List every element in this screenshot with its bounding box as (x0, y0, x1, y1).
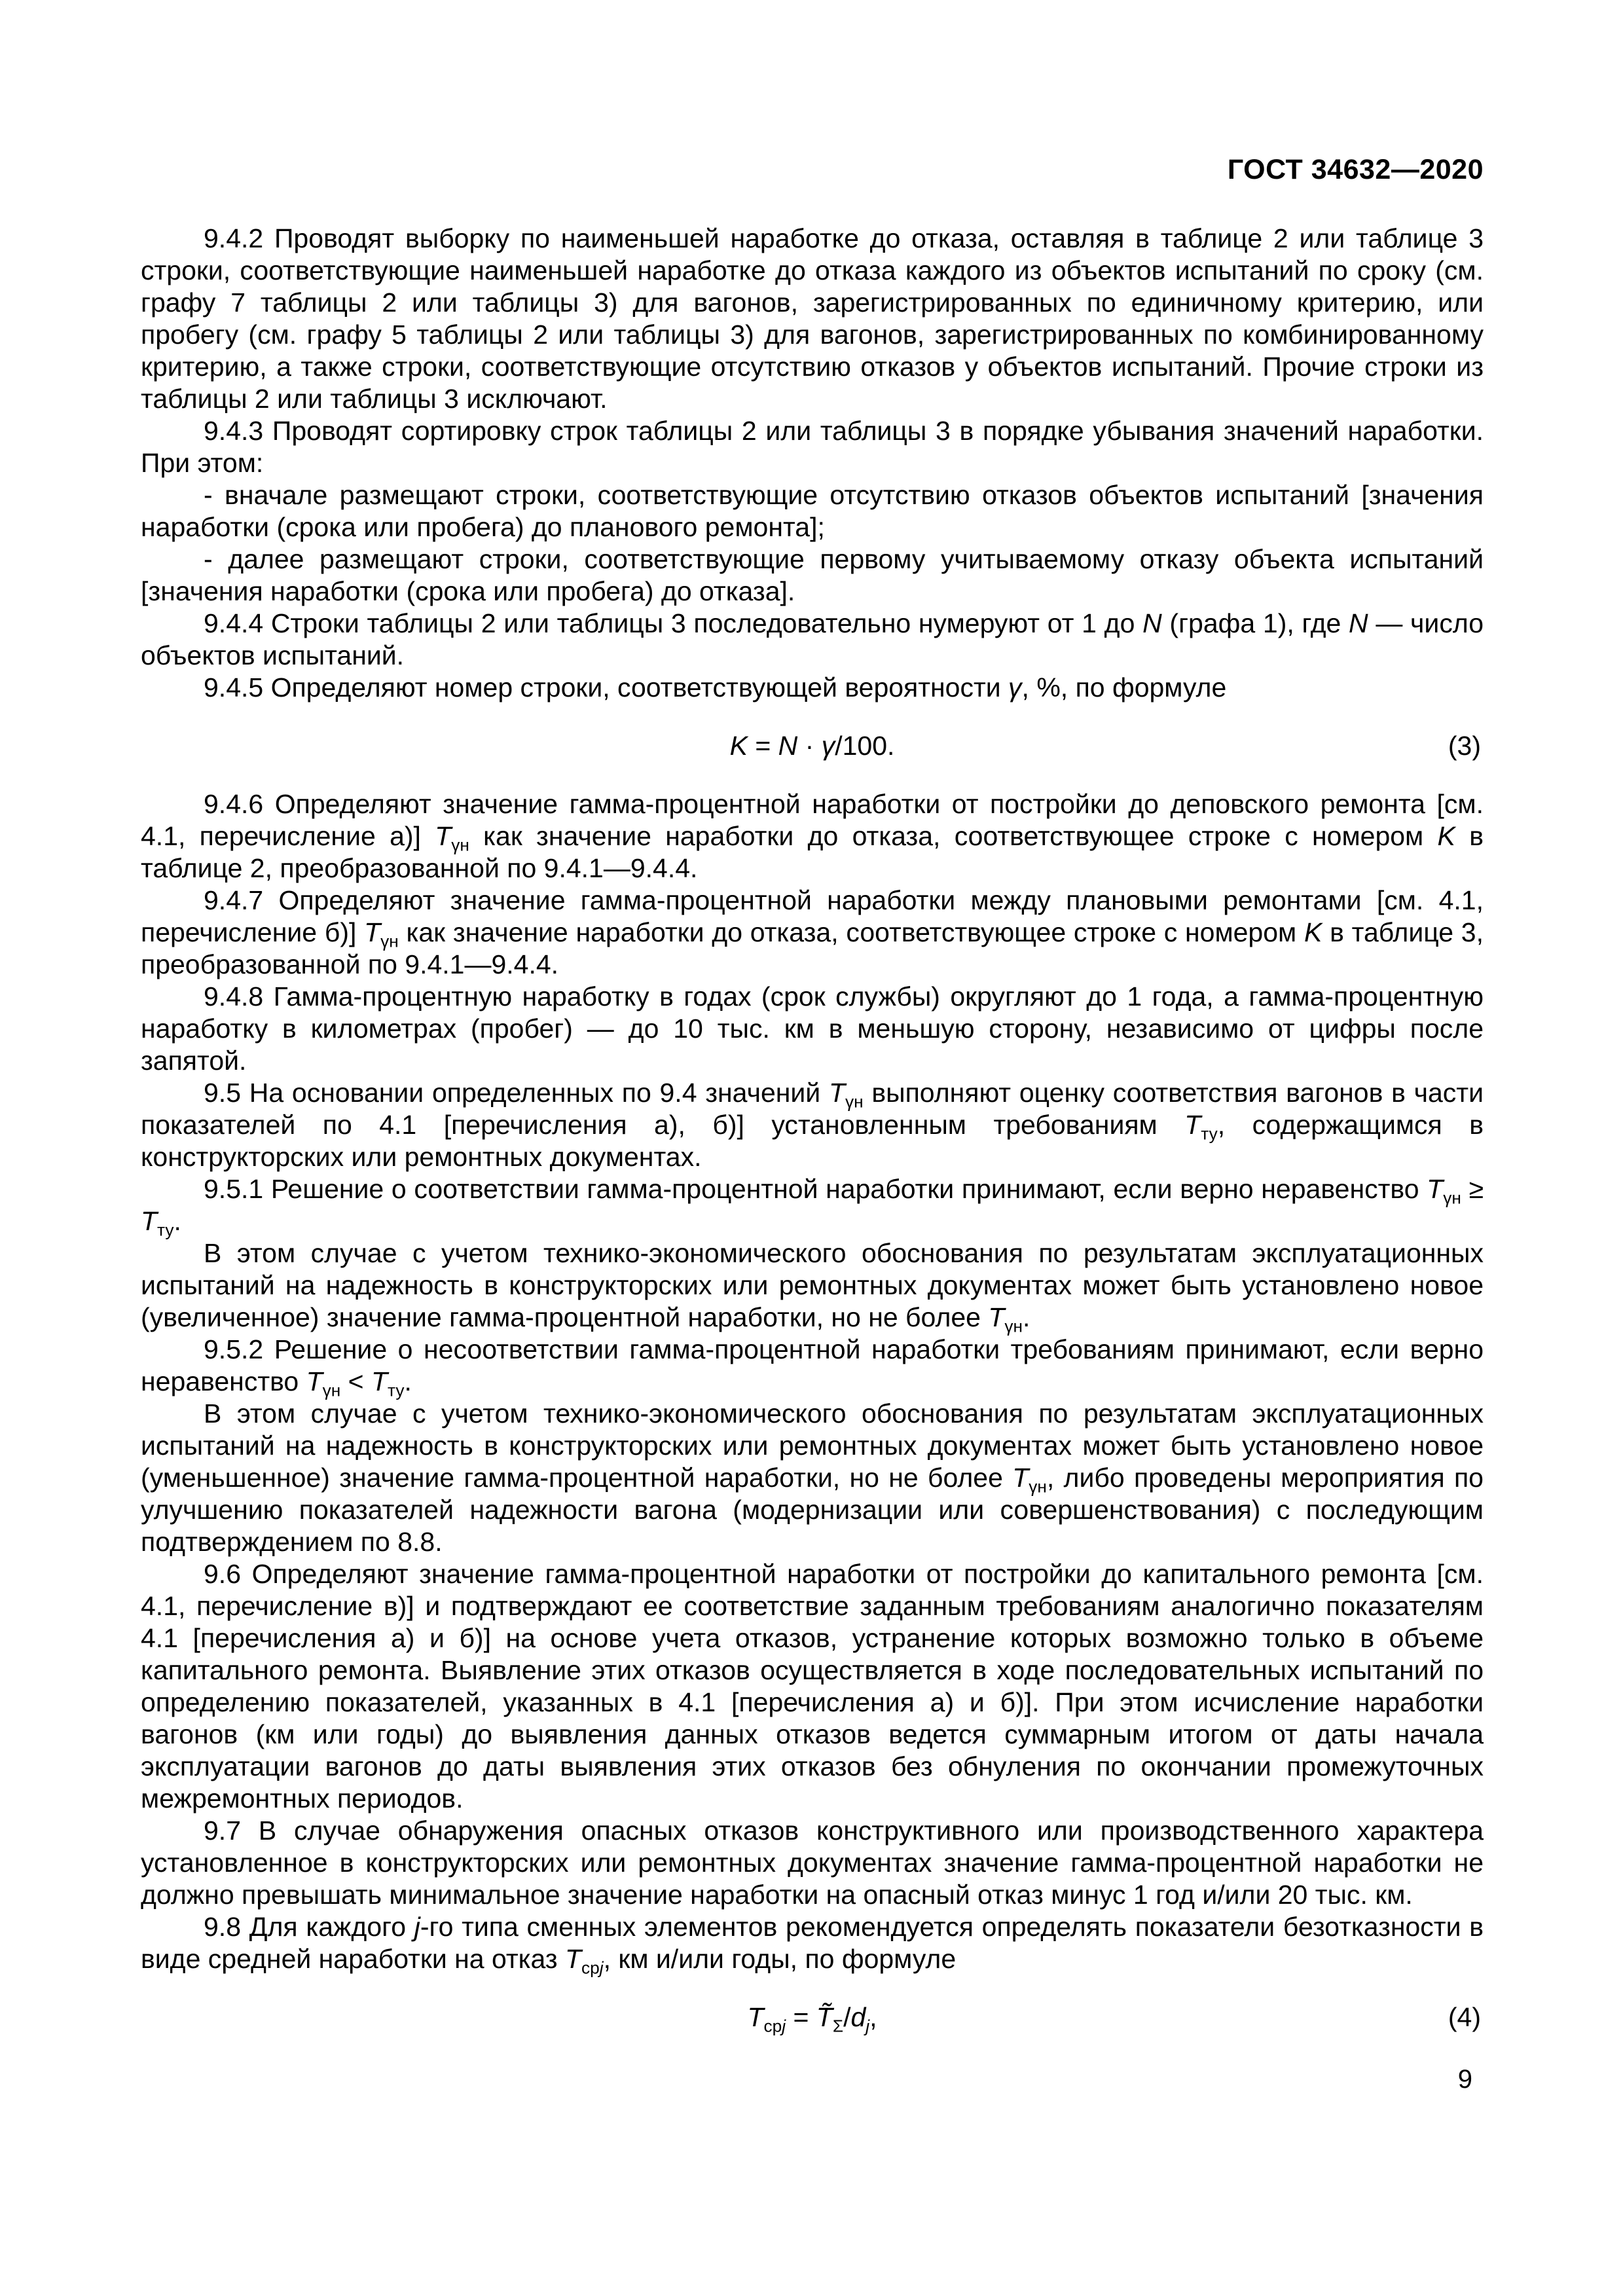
text-run: . (1023, 1302, 1030, 1332)
paragraph (141, 1077, 1484, 1173)
text-run: В этом случае с учетом технико-экономического обоснования по результатам эксплуатационных испытаний на надежность в конструкторских или ремонтных документах может быть установлено новое (уменьшенное) значение гамма-процентной наработки, но не более (141, 1398, 1484, 1493)
text-run: , %, по формуле (1021, 672, 1227, 702)
text-run: выполняют оценку соответствия вагонов в части показателей по 4.1 [перечисления а), б)] установленным требованиям (141, 1078, 1484, 1140)
page-footer (1458, 2064, 1472, 2096)
text-run: 9.4.8 Гамма-процентную наработку в годах (срок службы) округляют до 1 года, а гамма-процентную наработку в километрах (пробег) — до 10 тыс. км в меньшую сторону, независимо от цифры после запятой. (141, 981, 1484, 1076)
paragraph (141, 543, 1484, 608)
text-run: T (141, 1206, 158, 1236)
text-run: 9.5.2 Решение о несоответствии гамма-процентной наработки требованиям принимают, если верно неравенство (141, 1334, 1484, 1396)
text-run: 9.4.2 Проводят выборку по наименьшей наработке до отказа, оставляя в таблице 2 или таблице 3 строки, соответствующие наименьшей наработке до отказа каждого из объектов испытаний по сроку (см. графу 7 таблицы 2 или таблицы 3) для вагонов, зарегистрированных по единичному критерию, или пробегу (см. графу 5 таблицы 2 или таблицы 3) для вагонов, зарегистрированных по комбинированному критерию, а также строки, соответствующие отсутствию отказов у объектов испытаний. Прочие строки из таблицы 2 или таблицы 3 исключают. (141, 223, 1484, 414)
text-run: 9.4.6 Определяют значение гамма-процентной наработки от постройки до деповского ремонта [см. 4.1, перечисление а)] (141, 789, 1484, 851)
text-run: K (729, 731, 748, 761)
text-run: j (414, 1912, 420, 1942)
text-run: - вначале размещают строки, соответствующие отсутствию отказов объектов испытаний [значения наработки (срока или пробега) до планового ремонта]; (141, 480, 1484, 542)
text-run: T (828, 1078, 845, 1108)
paragraph (141, 981, 1484, 1077)
subscript-text: γн (845, 1091, 864, 1112)
text-run: , содержащимся в конструкторских или ремонтных документах. (141, 1110, 1484, 1172)
paragraph (141, 1911, 1484, 1978)
text-run: · (797, 731, 822, 761)
text-run: K (1437, 821, 1455, 851)
subscript-text: γн (451, 835, 469, 855)
paragraph (141, 672, 1484, 704)
text-run: (графа 1), где (1161, 608, 1349, 638)
text-run: K (1304, 917, 1322, 947)
text-run: 9.8 Для каждого (204, 1912, 414, 1942)
text-run: 9.7 В случае обнаружения опасных отказов конструктивного или производственного характера установленное в конструкторских или ремонтных документах значение гамма-процентной наработки не должно превышать минимальное значение наработки на опасный отказ минус 1 год и/или 20 тыс. км. (141, 1815, 1484, 1910)
paragraph (141, 884, 1484, 981)
subscript-text: ту (157, 1220, 174, 1240)
subscript-text: j (866, 2016, 870, 2036)
text-run: , либо проведены мероприятия по улучшению показателей надежности вагона (модернизации или совершенствования) с последующим подтверждением по 8.8. (141, 1463, 1484, 1557)
text-run: T (1184, 1110, 1201, 1140)
paragraph (141, 415, 1484, 479)
text-run: T (1012, 1463, 1029, 1493)
text-run: N (1349, 608, 1368, 638)
text-run: T (988, 1302, 1005, 1332)
text-run: d (850, 2002, 866, 2032)
paragraph (141, 788, 1484, 884)
text-run: в таблице 2, преобразованной по 9.4.1—9.4.4. (141, 821, 1484, 883)
text-run: как значение наработки до отказа, соответствующее строке с номером (469, 821, 1438, 851)
text-run: / (843, 2002, 851, 2032)
text-run: T (747, 2002, 764, 2032)
subscript-text: ср (763, 2016, 782, 2036)
text-run: в таблице 3, преобразованной по 9.4.1—9.4.4. (141, 917, 1484, 979)
text-run: В этом случае с учетом технико-экономического обоснования по результатам эксплуатационных испытаний на надежность в конструкторских или ремонтных документах может быть установлено новое (увеличенное) значение гамма-процентной наработки, но не более (141, 1238, 1484, 1332)
standard-number: ГОСТ 34632—2020 (1227, 154, 1484, 185)
text-run: T̃ (816, 2002, 833, 2032)
text-run: /100. (835, 731, 895, 761)
text-run: 9.4.7 Определяют значение гамма-процентной наработки между плановыми ремонтами [см. 4.1, перечисление б)] (141, 885, 1484, 947)
text-run: N (1142, 608, 1162, 638)
formula-expression (730, 731, 895, 761)
text-run: 9.4.4 Строки таблицы 2 или таблицы 3 последовательно нумеруют от 1 до (204, 608, 1143, 638)
text-run: , (869, 2002, 877, 2032)
paragraph (141, 1237, 1484, 1334)
formula-number: (3) (1448, 731, 1481, 761)
text-run: 9.4.3 Проводят сортировку строк таблицы 2 или таблицы 3 в порядке убывания значений наработки. При этом: (141, 416, 1484, 478)
text-run: T (364, 917, 381, 947)
subscript-text: γн (1029, 1476, 1047, 1497)
formula-number: (4) (1448, 2002, 1481, 2032)
text-run: 9.5.1 Решение о соответствии гамма-процентной наработки принимают, если верно неравенство (204, 1174, 1427, 1204)
text-run: -го типа сменных элементов рекомендуется определять показатели безотказности в виде средней наработки на отказ (141, 1912, 1484, 1974)
page-number: 9 (1457, 2065, 1472, 2094)
subscript-text: Σ (832, 2016, 844, 2036)
text-run: N (778, 731, 798, 761)
formula-row (141, 730, 1484, 762)
paragraph (141, 1173, 1484, 1240)
subscript-text: γн (1004, 1316, 1023, 1336)
text-run: T (371, 1366, 388, 1396)
formula-row (141, 2001, 1484, 2036)
text-run: 9.5 На основании определенных по 9.4 значений (204, 1078, 829, 1108)
text-run: T (565, 1944, 582, 1974)
subscript-text: ср (581, 1958, 600, 1978)
text-run: = (747, 731, 778, 761)
text-run: - далее размещают строки, соответствующие первому учитываемому отказу объекта испытаний [значения наработки (срока или пробега) до отказа]. (141, 544, 1484, 606)
paragraph (141, 223, 1484, 415)
text-run: T (435, 821, 452, 851)
subscript-text: ту (388, 1380, 405, 1400)
subscript-text: j (782, 2016, 786, 2036)
text-run: ≥ (1461, 1174, 1484, 1204)
text-run: < (340, 1366, 371, 1396)
paragraph (141, 608, 1484, 672)
text-run: . (173, 1206, 181, 1236)
text-run: как значение наработки до отказа, соответствующее строке с номером (398, 917, 1304, 947)
subscript-text: γн (380, 931, 399, 951)
text-run: 9.6 Определяют значение гамма-процентной наработки от постройки до капитального ремонта [см. 4.1, перечисление в)] и подтверждают ее соответствие заданным требованиям аналогично показателям 4.1 [перечисления а) и б)] на основе учета отказов, устранение которых возможно только в объеме капитального ремонта. Выявление этих отказов осуществляется в ходе последовательных испытаний по определению показателей, указанных в 4.1 [перечисления а) и б)]. При этом исчисление наработки вагонов (км или годы) до выявления данных отказов ведется суммарным итогом от даты начала эксплуатации вагонов до даты выявления этих отказов без обнуления по окончании промежуточных межремонтных периодов. (141, 1559, 1484, 1813)
text-run: = (786, 2002, 816, 2032)
text-run: . (404, 1366, 412, 1396)
subscript-text: γн (322, 1380, 341, 1400)
document-header (141, 154, 1484, 186)
document-body (141, 223, 1484, 2060)
text-run: γ (1008, 672, 1022, 702)
subscript-text: j (599, 1958, 604, 1978)
text-run: , км и/или годы, по формуле (603, 1944, 957, 1974)
paragraph (141, 1815, 1484, 1911)
paragraph (141, 479, 1484, 543)
paragraph (141, 1334, 1484, 1398)
formula-expression (747, 2002, 877, 2036)
subscript-text: γн (1443, 1188, 1461, 1208)
text-run: T (306, 1366, 323, 1396)
text-run: — число объектов испытаний. (141, 608, 1484, 670)
text-run: 9.4.5 Определяют номер строки, соответствующей вероятности (204, 672, 1009, 702)
text-run: T (1427, 1174, 1444, 1204)
text-run: γ (821, 731, 835, 761)
subscript-text: ту (1201, 1123, 1218, 1144)
paragraph (141, 1558, 1484, 1815)
paragraph (141, 1398, 1484, 1558)
